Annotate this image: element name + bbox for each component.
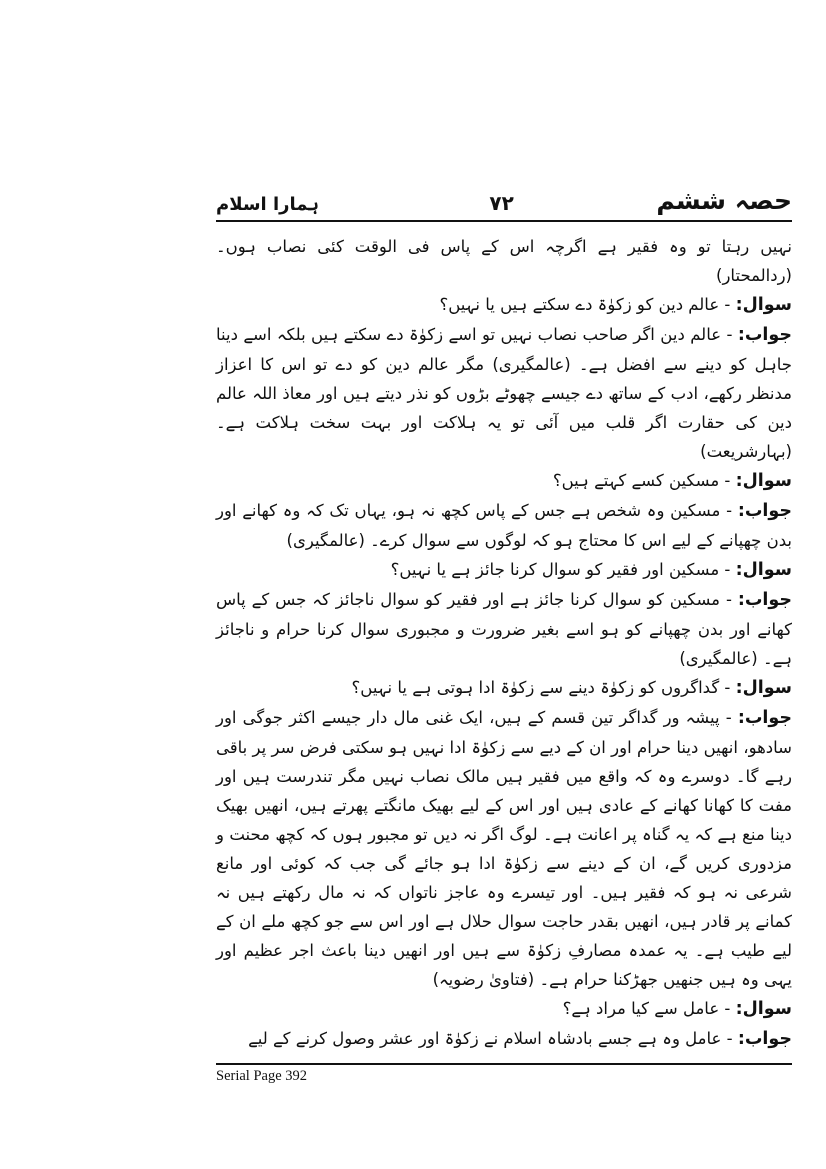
question-line xyxy=(216,673,792,703)
paragraph-text: - عالم دین کو زکوٰۃ دے سکتے ہیں یا نہیں؟ xyxy=(439,295,736,314)
question-line xyxy=(216,994,792,1024)
paragraph-text: - مسکین اور فقیر کو سوال کرنا جائز ہے یا نہیں؟ xyxy=(390,560,736,579)
paragraph-text: - عالم دین اگر صاحب نصاب نہیں تو اسے زکوٰۃ دے سکتے ہیں بلکہ اسے دینا جاہل کو دینے سے افضل ہے۔ (عالمگیری) مگر عالم دین کو دے تو اس کا اعزاز مدنظر رکھے، ادب کے ساتھ دے جیسے چھوٹے بڑوں کو نذر دیتے ہیں اور معاذ اللہ عالم دین کی حقارت اگر قلب میں آئی تو یہ ہلاکت اور بہت سخت ہلاکت ہے۔ (بہارشریعت) xyxy=(216,325,792,461)
body-text xyxy=(216,232,792,1054)
question-line xyxy=(216,466,792,496)
serial-page-label: Serial Page 392 xyxy=(216,1068,308,1084)
question-label: سوال: xyxy=(735,999,792,1019)
paragraph-text: - مسکین کسے کہتے ہیں؟ xyxy=(552,471,736,490)
paragraph-text: - مسکین وہ شخص ہے جس کے پاس کچھ نہ ہو، یہاں تک کہ وہ کھانے اور بدن چھپانے کے لیے اس کا محتاج ہو کہ لوگوں سے سوال کرے۔ (عالمگیری) xyxy=(216,501,792,550)
page-number: ۷۲ xyxy=(489,191,514,215)
paragraph-text: نہیں رہتا تو وہ فقیر ہے اگرچہ اس کے پاس فی الوقت کئی نصاب ہوں۔ (ردالمحتار) xyxy=(216,237,792,285)
answer-label: جواب: xyxy=(737,708,792,728)
paragraph-text: - پیشہ ور گداگر تین قسم کے ہیں، ایک غنی مال دار جیسے اکثر جوگی اور سادھو، انھیں دینا حرام اور ان کے دیے سے زکوٰۃ ادا نہیں ہو سکتی فرض سر پر باقی رہے گا۔ دوسرے وہ کہ واقع میں فقیر ہیں مالک نصاب نہیں مگر تندرست ہیں اور مفت کا کھانا کھانے کے عادی ہیں اور اس کے لیے بھیک مانگتے پھرتے ہیں، انھیں بھیک دینا منع ہے کہ یہ گناہ پر اعانت ہے۔ لوگ اگر نہ دیں تو مجبور ہوں کہ کچھ محنت و مزدوری کریں گے، ان کے دینے سے زکوٰۃ ادا ہو جائے گی جب کہ کوئی اور مانع شرعی نہ ہو کہ فقیر ہیں۔ اور تیسرے وہ عاجز ناتواں کہ نہ مال رکھتے ہیں نہ کمانے پر قادر ہیں، انھیں بقدر حاجت سوال حلال ہے اور اس سے جو کچھ ملے ان کے لیے طیب ہے۔ یہ عمدہ مصارفِ زکوٰۃ سے ہیں اور انھیں دینا باعث اجر عظیم اور یہی وہ ہیں جنھیں جھڑکنا حرام ہے۔ (فتاویٰ رضویہ) xyxy=(216,708,792,989)
paragraph-text: - مسکین کو سوال کرنا جائز ہے اور فقیر کو سوال ناجائز کہ جس کے پاس کھانے اور بدن چھپانے کو ہو اسے بغیر ضرورت و مجبوری سوال کرنا حرام و ناجائز ہے۔ (عالمگیری) xyxy=(216,590,792,668)
page-content xyxy=(216,186,792,1085)
answer-label: جواب: xyxy=(737,1029,792,1049)
book-title: ہمارا اسلام xyxy=(216,194,319,215)
question-line xyxy=(216,290,792,320)
question-line xyxy=(216,555,792,585)
answer-paragraph xyxy=(216,703,792,994)
answer-label: جواب: xyxy=(737,590,792,610)
answer-label: جواب: xyxy=(737,501,792,521)
question-label: سوال: xyxy=(735,560,792,580)
page-header xyxy=(216,186,792,222)
paragraph-text: - گداگروں کو زکوٰۃ دینے سے زکوٰۃ ادا ہوتی ہے یا نہیں؟ xyxy=(351,678,736,697)
continuation-line xyxy=(216,232,792,290)
question-label: سوال: xyxy=(735,471,792,491)
paragraph-text: - عامل وہ ہے جسے بادشاہ اسلام نے زکوٰۃ اور عشر وصول کرنے کے لیے xyxy=(248,1029,738,1048)
section-title: حصہ ششم xyxy=(656,186,792,215)
answer-paragraph xyxy=(216,320,792,466)
answer-paragraph xyxy=(216,1024,792,1054)
answer-paragraph xyxy=(216,585,792,673)
paragraph-text: - عامل سے کیا مراد ہے؟ xyxy=(562,999,736,1018)
answer-paragraph xyxy=(216,496,792,555)
question-label: سوال: xyxy=(735,678,792,698)
answer-label: جواب: xyxy=(737,325,792,345)
page-footer xyxy=(216,1063,792,1085)
question-label: سوال: xyxy=(735,295,792,315)
